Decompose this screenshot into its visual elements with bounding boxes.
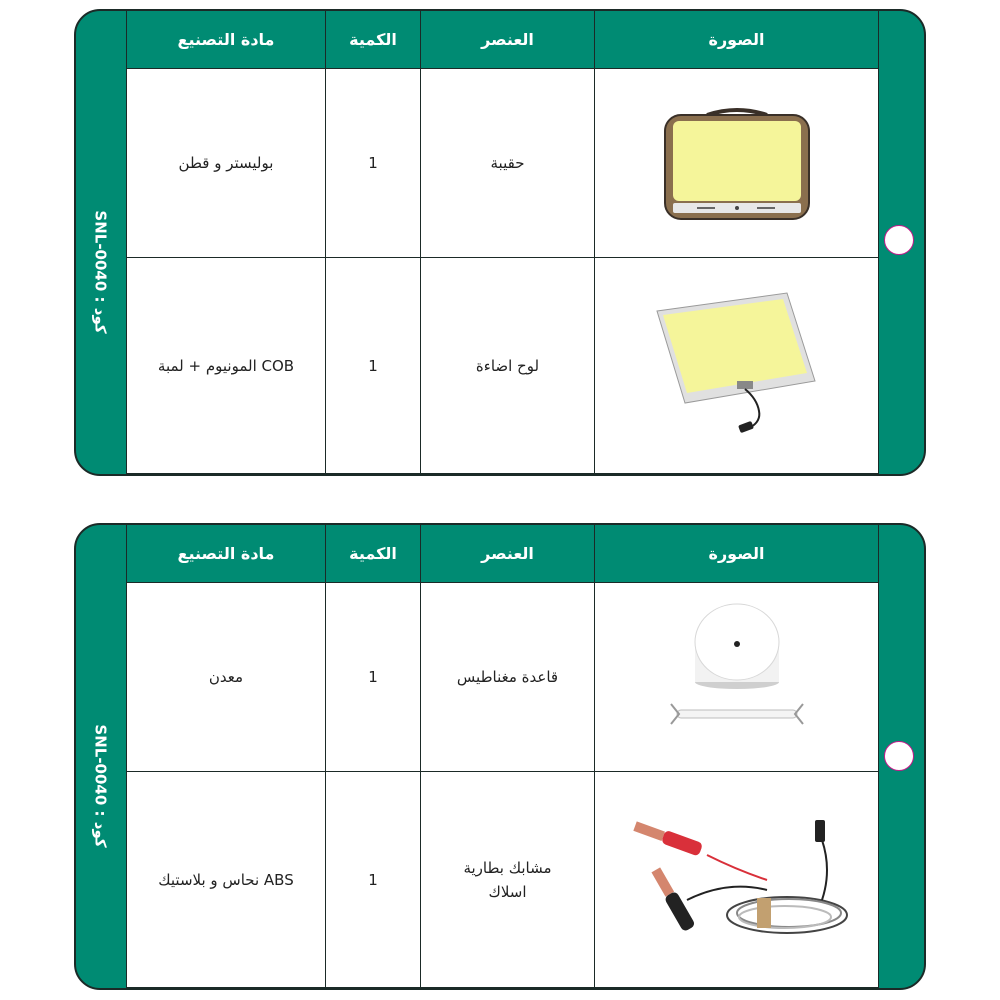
material-cell: معدن bbox=[127, 583, 326, 772]
image-cell bbox=[595, 583, 879, 772]
side-code-strip bbox=[76, 69, 126, 474]
table-row bbox=[127, 772, 879, 988]
item-cell: لوح اضاءة bbox=[421, 258, 595, 474]
material-cell: نحاس و بلاستيك ABS bbox=[127, 772, 326, 988]
magnetic-base-icon bbox=[647, 602, 827, 752]
light-panel-icon bbox=[647, 281, 827, 451]
image-cell bbox=[595, 69, 879, 258]
table-header-row bbox=[127, 11, 879, 69]
image-cell bbox=[595, 772, 879, 988]
table-row bbox=[127, 258, 879, 474]
item-name-line: مشابك بطارية bbox=[463, 858, 552, 877]
header-quantity: الكمية bbox=[326, 525, 421, 583]
item-cell: حقيبة bbox=[421, 69, 595, 258]
item-name-line: اسلاك bbox=[488, 882, 527, 901]
header-quantity: الكمية bbox=[326, 11, 421, 69]
items-table bbox=[126, 11, 879, 474]
battery-clips-icon bbox=[617, 810, 857, 950]
image-cell bbox=[595, 258, 879, 474]
quantity-cell: 1 bbox=[326, 583, 421, 772]
header-material: مادة التصنيع bbox=[127, 11, 326, 69]
header-material: مادة التصنيع bbox=[127, 525, 326, 583]
material-cell: بوليستر و قطن bbox=[127, 69, 326, 258]
circle-marker bbox=[884, 741, 914, 771]
table-row bbox=[127, 69, 879, 258]
circle-marker bbox=[884, 225, 914, 255]
item-cell: قاعدة مغناطيس bbox=[421, 583, 595, 772]
quantity-cell: 1 bbox=[326, 772, 421, 988]
header-item: العنصر bbox=[421, 525, 595, 583]
item-cell bbox=[421, 772, 595, 988]
header-image: الصورة bbox=[595, 11, 879, 69]
table-header-row bbox=[127, 525, 879, 583]
items-table-card-1 bbox=[74, 9, 926, 476]
side-code-strip bbox=[76, 583, 126, 988]
product-code: SNL-0040 : كود bbox=[92, 723, 111, 848]
material-cell: المونيوم + لمبة COB bbox=[127, 258, 326, 474]
product-code: SNL-0040 : كود bbox=[92, 209, 111, 334]
quantity-cell: 1 bbox=[326, 69, 421, 258]
header-item: العنصر bbox=[421, 11, 595, 69]
table-row bbox=[127, 583, 879, 772]
header-image: الصورة bbox=[595, 525, 879, 583]
quantity-cell: 1 bbox=[326, 258, 421, 474]
bag-icon bbox=[657, 103, 817, 223]
items-table bbox=[126, 525, 879, 988]
items-table-card-2 bbox=[74, 523, 926, 990]
